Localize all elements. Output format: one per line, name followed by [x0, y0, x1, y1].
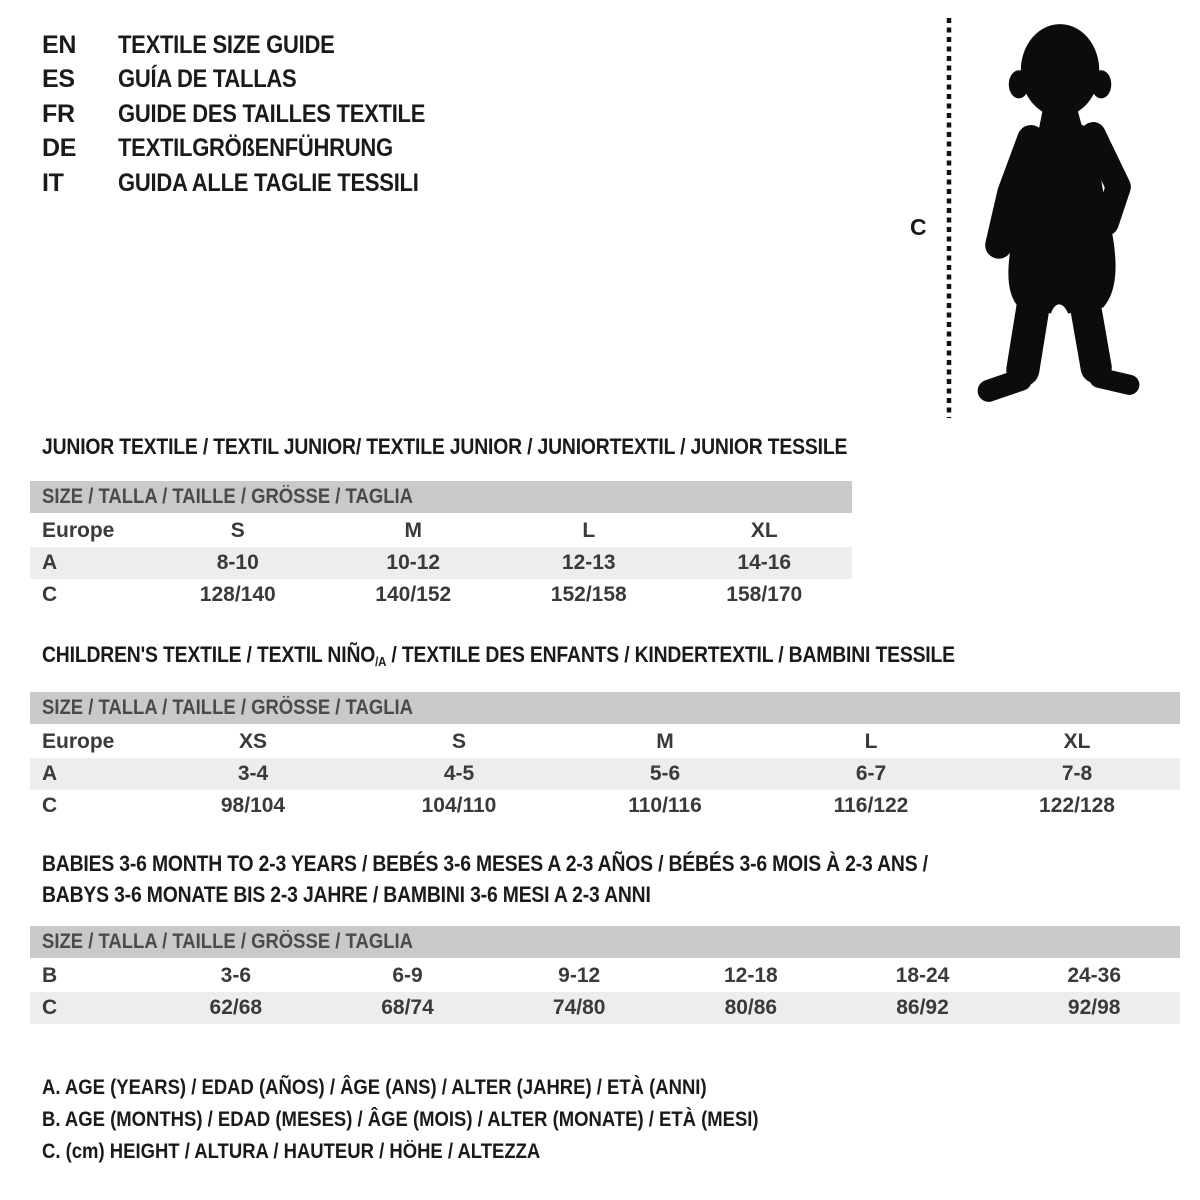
guide-title: GUIDE DES TAILLES TEXTILE: [118, 99, 426, 128]
row-label: C: [42, 996, 58, 1019]
row-label: B: [42, 964, 58, 987]
height-cell: 92/98: [1067, 996, 1121, 1019]
age-cell: 8-10: [216, 551, 259, 574]
size-cell: M: [404, 519, 422, 542]
row-label: A: [42, 762, 58, 785]
height-cell: 68/74: [381, 996, 434, 1019]
months-cell: 24-36: [1067, 964, 1122, 987]
table-row-height: [30, 579, 852, 611]
toddler-silhouette-icon: [958, 10, 1150, 422]
language-code: EN: [42, 30, 77, 59]
age-cell: 10-12: [386, 551, 441, 574]
babies-section-heading-line2: BABYS 3-6 MONATE BIS 2-3 JAHRE / BAMBINI 3-6 MESI A 2-3 ANNI: [42, 882, 651, 907]
age-cell: 6-7: [855, 762, 887, 785]
language-row-de: [42, 132, 467, 167]
height-cell: 152/158: [550, 583, 627, 606]
nino-a-subscript: /A: [375, 654, 387, 669]
size-cell: S: [451, 730, 466, 753]
height-cell: 80/86: [724, 996, 778, 1019]
height-cell: 110/116: [628, 794, 702, 817]
children-size-table: [30, 692, 1180, 822]
table-row-months: [30, 960, 1180, 992]
row-label: Europe: [42, 730, 115, 753]
babies-size-table: [30, 926, 1180, 1024]
height-cell: 86/92: [896, 996, 949, 1019]
table-row-europe: [30, 726, 1180, 758]
footnote-height-cm: C. (cm) HEIGHT / ALTURA / HAUTEUR / HÖHE / ALTEZZA: [42, 1140, 541, 1163]
size-cell: M: [656, 730, 674, 753]
language-code: ES: [42, 65, 75, 94]
size-header-bar: SIZE / TALLA / TAILLE / GRÖSSE / TAGLIA: [30, 926, 1180, 958]
language-row-es: [42, 63, 467, 98]
language-row-it: [42, 166, 467, 201]
months-cell: 6-9: [392, 964, 423, 987]
height-cell: 122/128: [1039, 794, 1115, 817]
height-dashed-line: [944, 16, 954, 420]
height-cell: 74/80: [552, 996, 606, 1019]
size-cell: XL: [1063, 730, 1091, 753]
guide-title: TEXTILGRÖßENFÜHRUNG: [118, 134, 393, 163]
language-code: FR: [42, 99, 75, 128]
legend-footnotes: [42, 1072, 856, 1168]
height-cell: 128/140: [199, 583, 276, 606]
language-row-fr: [42, 97, 467, 132]
size-header-bar: SIZE / TALLA / TAILLE / GRÖSSE / TAGLIA: [30, 692, 1180, 724]
row-label: Europe: [42, 519, 115, 542]
row-label: A: [42, 551, 58, 574]
guide-title: GUIDA ALLE TAGLIE TESSILI: [118, 168, 419, 197]
size-cell: L: [864, 730, 878, 753]
table-row-height: [30, 992, 1180, 1024]
guide-title: TEXTILE SIZE GUIDE: [118, 30, 335, 59]
junior-size-table: [30, 481, 852, 611]
months-cell: 9-12: [558, 964, 601, 987]
language-title-block: [42, 28, 467, 201]
age-cell: 14-16: [737, 551, 792, 574]
language-code: DE: [42, 134, 77, 163]
height-cell: 62/68: [209, 996, 263, 1019]
babies-section-heading-line1: BABIES 3-6 MONTH TO 2-3 YEARS / BEBÉS 3-6 MESES A 2-3 AÑOS / BÉBÉS 3-6 MOIS À 2-3 ANS /: [42, 851, 928, 876]
guide-title: GUÍA DE TALLAS: [118, 65, 297, 94]
age-cell: 3-4: [237, 762, 269, 785]
months-cell: 3-6: [220, 964, 252, 987]
months-cell: 18-24: [895, 964, 950, 987]
height-cell: 140/152: [375, 583, 452, 606]
children-section-heading: CHILDREN'S TEXTILE / TEXTIL NIÑO/A / TEXTILE DES ENFANTS / KINDERTEXTIL / BAMBINI TESSILE: [42, 642, 955, 669]
size-header-bar: SIZE / TALLA / TAILLE / GRÖSSE / TAGLIA: [30, 481, 852, 513]
height-cell: 158/170: [726, 583, 803, 606]
age-cell: 4-5: [443, 762, 475, 785]
months-cell: 12-18: [723, 964, 778, 987]
row-label: C: [42, 583, 58, 606]
height-cell: 104/110: [421, 794, 497, 817]
height-measure-label: C: [910, 214, 927, 240]
table-row-age: [30, 547, 852, 579]
table-row-age: [30, 758, 1180, 790]
junior-section-heading: JUNIOR TEXTILE / TEXTIL JUNIOR/ TEXTILE JUNIOR / JUNIORTEXTIL / JUNIOR TESSILE: [42, 434, 848, 459]
size-cell: XS: [238, 730, 267, 753]
age-cell: 5-6: [649, 762, 681, 785]
size-cell: XL: [750, 519, 778, 542]
footnote-age-months: B. AGE (MONTHS) / EDAD (MESES) / ÂGE (MOIS) / ALTER (MONATE) / ETÀ (MESI): [42, 1108, 759, 1131]
language-row-en: [42, 28, 467, 63]
size-cell: S: [230, 519, 245, 542]
table-row-europe: [30, 515, 852, 547]
row-label: C: [42, 794, 58, 817]
table-row-height: [30, 790, 1180, 822]
height-cell: 98/104: [220, 794, 286, 817]
footnote-age-years: A. AGE (YEARS) / EDAD (AÑOS) / ÂGE (ANS) / ALTER (JAHRE) / ETÀ (ANNI): [42, 1076, 707, 1099]
age-cell: 7-8: [1061, 762, 1093, 785]
height-cell: 116/122: [833, 794, 909, 817]
language-code: IT: [42, 168, 64, 197]
size-cell: L: [582, 519, 596, 542]
age-cell: 12-13: [561, 551, 616, 574]
